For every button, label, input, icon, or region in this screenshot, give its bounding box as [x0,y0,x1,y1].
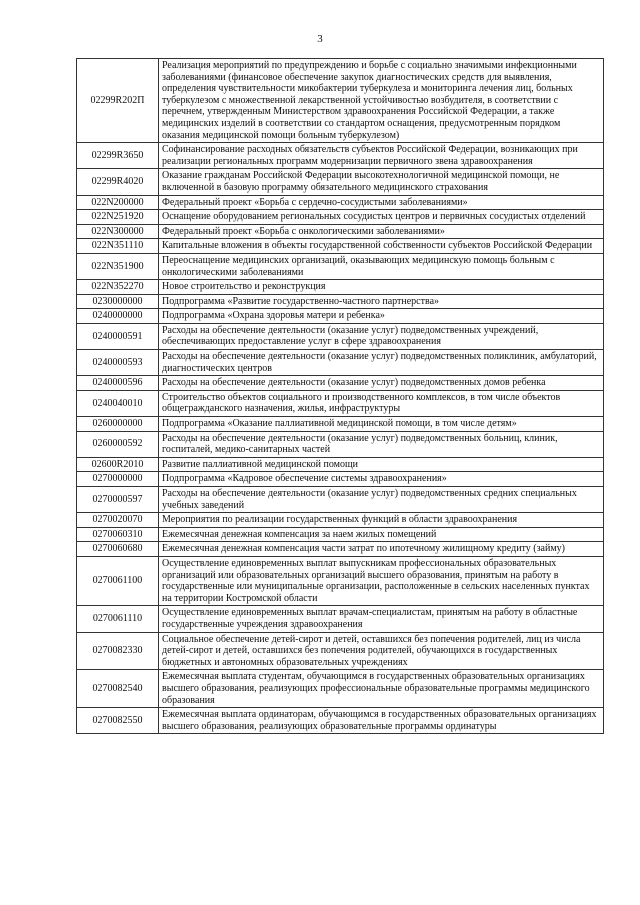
table-row [77,487,604,513]
table-row [77,556,604,605]
table-row [77,376,604,391]
row-code: 0230000000 [77,294,159,309]
row-description: Подпрограмма «Развитие государственно-частного партнерства» [159,294,604,309]
row-description: Подпрограмма «Кадровое обеспечение системы здравоохранения» [159,472,604,487]
row-description: Федеральный проект «Борьба с онкологическими заболеваниями» [159,224,604,239]
row-code: 022N352270 [77,280,159,295]
table-row [77,542,604,557]
row-code: 022N200000 [77,195,159,210]
row-code: 0240040010 [77,390,159,416]
row-description: Федеральный проект «Борьба с сердечно-сосудистыми заболеваниями» [159,195,604,210]
row-code: 02299R4020 [77,169,159,195]
row-code: 0270060310 [77,527,159,542]
table-row [77,670,604,708]
row-code: 0270082550 [77,708,159,734]
table-row [77,169,604,195]
table-row [77,632,604,670]
row-description: Подпрограмма «Охрана здоровья матери и ребенка» [159,309,604,324]
row-description: Мероприятия по реализации государственных функций в области здравоохранения [159,513,604,528]
row-code: 022N251920 [77,210,159,225]
row-description: Софинансирование расходных обязательств субъектов Российской Федерации, возникающих при реализации региональных программ модернизации первичного звена здравоохранения [159,143,604,169]
row-code: 0270082540 [77,670,159,708]
table-body [77,59,604,734]
row-code: 0270082330 [77,632,159,670]
table-row [77,280,604,295]
row-description: Ежемесячная денежная компенсация части затрат по ипотечному жилищному кредиту (займу) [159,542,604,557]
row-code: 0270060680 [77,542,159,557]
table-row [77,224,604,239]
row-description: Расходы на обеспечение деятельности (оказание услуг) подведомственных учреждений, обеспечивающих предоставление услуг в сфере здравоохранения [159,323,604,349]
row-code: 022N351110 [77,239,159,254]
table-row [77,239,604,254]
row-code: 0270000000 [77,472,159,487]
row-code: 0260000000 [77,417,159,432]
row-description: Новое строительство и реконструкция [159,280,604,295]
table-row [77,431,604,457]
row-code: 0240000596 [77,376,159,391]
table-row [77,294,604,309]
table-row [77,606,604,632]
row-description: Оснащение оборудованием региональных сосудистых центров и первичных сосудистых отделений [159,210,604,225]
row-code: 0260000592 [77,431,159,457]
row-description: Строительство объектов социального и производственного комплексов, в том числе объектов общегражданского назначения, жилья, инфраструктуры [159,390,604,416]
row-code: 022N351900 [77,253,159,279]
row-description: Оказание гражданам Российской Федерации высокотехнологичной медицинской помощи, не включенной в базовую программу обязательного медицинского страхования [159,169,604,195]
budget-codes-table [76,58,604,734]
row-code: 0270020070 [77,513,159,528]
row-description: Развитие паллиативной медицинской помощи [159,457,604,472]
row-code: 0240000593 [77,350,159,376]
row-description: Ежемесячная выплата ординаторам, обучающимся в государственных образовательных организациях высшего образования, реализующих образовательные программы ординатуры [159,708,604,734]
row-description: Капитальные вложения в объекты государственной собственности субъектов Российской Федерации [159,239,604,254]
table-row [77,143,604,169]
page-number: 3 [317,33,323,45]
table-row [77,309,604,324]
table-row [77,59,604,143]
row-code: 0270061110 [77,606,159,632]
row-code: 0240000000 [77,309,159,324]
row-code: 02600R2010 [77,457,159,472]
table-row [77,513,604,528]
row-description: Реализация мероприятий по предупреждению и борьбе с социально значимыми инфекционными заболеваниями (финансовое обеспечение закупок диагностических средств для выявления, определения чувствительности микобактерии туберкулеза и мониторинга лечения лиц, больных туберкулезом с множественной лекарственной устойчивостью возбудителя, в соответствии с перечнем, утвержденным Министерством здравоохранения Российской Федерации, а также медицинских изделий в соответствии со стандартом оснащения, предусмотренным порядком оказания медицинской помощи больным туберкулезом) [159,59,604,143]
row-description: Расходы на обеспечение деятельности (оказание услуг) подведомственных больниц, клиник, госпиталей, медико-санитарных частей [159,431,604,457]
row-description: Расходы на обеспечение деятельности (оказание услуг) подведомственных домов ребенка [159,376,604,391]
row-code: 02299R3650 [77,143,159,169]
table-row [77,527,604,542]
row-description: Ежемесячная денежная компенсация за наем жилых помещений [159,527,604,542]
table-row [77,708,604,734]
table-row [77,390,604,416]
table-row [77,417,604,432]
row-code: 0270061100 [77,556,159,605]
row-description: Ежемесячная выплата студентам, обучающимся в государственных образовательных организациях высшего образования, реализующих профессиональные образовательные программы медицинского образования [159,670,604,708]
row-description: Социальное обеспечение детей-сирот и детей, оставшихся без попечения родителей, лиц из числа детей-сирот и детей, оставшихся без попечения родителей, обучающихся в государственных бюджетных и автономных образовательных учреждениях [159,632,604,670]
table-row [77,210,604,225]
row-code: 0240000591 [77,323,159,349]
table-row [77,253,604,279]
row-code: 022N300000 [77,224,159,239]
row-code: 02299R202П [77,59,159,143]
row-code: 0270000597 [77,487,159,513]
row-description: Осуществление единовременных выплат врачам-специалистам, принятым на работу в областные государственные учреждения здравоохранения [159,606,604,632]
row-description: Расходы на обеспечение деятельности (оказание услуг) подведомственных поликлиник, амбулаторий, диагностических центров [159,350,604,376]
row-description: Осуществление единовременных выплат выпускникам профессиональных образовательных организаций или образовательных организаций высшего образования, принятым на работу в государственные или муниципальные организации, расположенные в сельских населенных пунктах на территории Костромской области [159,556,604,605]
row-description: Расходы на обеспечение деятельности (оказание услуг) подведомственных средних специальных учебных заведений [159,487,604,513]
table-row [77,457,604,472]
table-row [77,350,604,376]
table-row [77,323,604,349]
table-row [77,472,604,487]
table-row [77,195,604,210]
row-description: Переоснащение медицинских организаций, оказывающих медицинскую помощь больным с онкологическими заболеваниями [159,253,604,279]
row-description: Подпрограмма «Оказание паллиативной медицинской помощи, в том числе детям» [159,417,604,432]
